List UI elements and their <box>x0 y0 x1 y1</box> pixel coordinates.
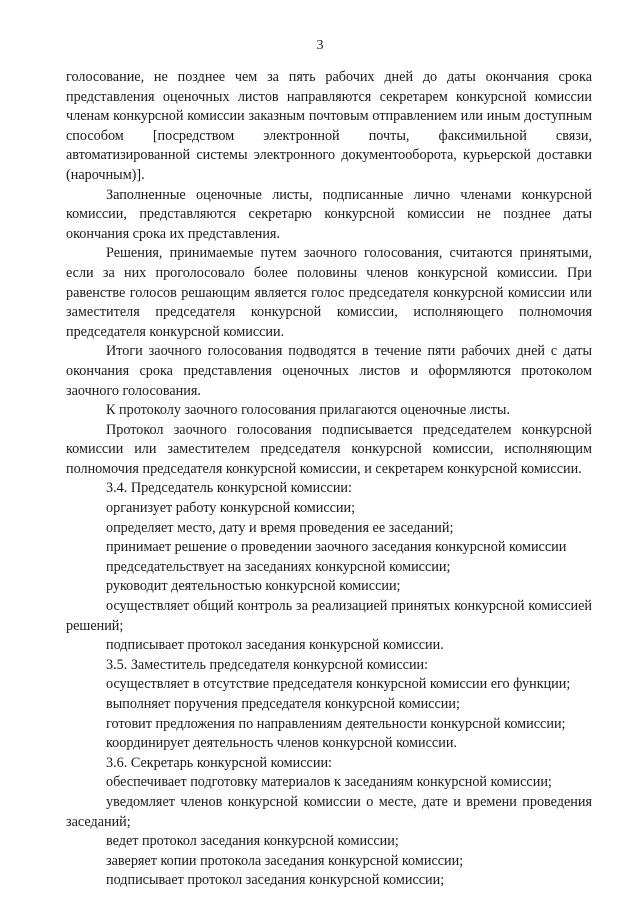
list-item: определяет место, дату и время проведения ее заседаний; <box>106 519 454 536</box>
paragraph-protocol-signing: Протокол заочного голосования подписывается председателем конкурсной комиссии или заместителем председателя конкурсной комиссии, исполняющим полномочия председателя конкурсной комиссии, и секретарем конкурсной комиссии. <box>66 421 592 477</box>
list-item: осуществляет в отсутствие председателя конкурсной комиссии его функции; <box>106 676 571 693</box>
list-item: организует работу конкурсной комиссии; <box>106 500 356 517</box>
section-heading-3-6: 3.6. Секретарь конкурсной комиссии: <box>106 754 332 771</box>
list-item: обеспечивает подготовку материалов к заседаниям конкурсной комиссии; <box>106 774 552 791</box>
list-item: заверяет копии протокола заседания конкурсной комиссии; <box>106 852 464 869</box>
page-number: 3 <box>316 38 324 53</box>
paragraph-voting-results: Итоги заочного голосования подводятся в течение пяти рабочих дней с даты окончания срока представления оценочных листов и оформляются протоколом заочного голосования. <box>66 343 592 399</box>
list-item: готовит предложения по направлениям деятельности конкурсной комиссии; <box>106 715 566 732</box>
list-item: председательствует на заседаниях конкурсной комиссии; <box>106 558 451 575</box>
list-item: выполняет поручения председателя конкурсной комиссии; <box>106 696 460 712</box>
paragraph-protocol-attachments: К протоколу заочного голосования прилагаются оценочные листы. <box>106 402 511 419</box>
list-item: осуществляет общий контроль за реализацией принятых конкурсной комиссией решений; <box>66 598 592 634</box>
section-heading-3-4: 3.4. Председатель конкурсной комиссии: <box>106 480 352 497</box>
list-item: принимает решение о проведении заочного заседания конкурсной комиссии <box>106 539 567 556</box>
document-body <box>66 68 592 891</box>
paragraph-decisions: Решения, принимаемые путем заочного голосования, считаются принятыми, если за них проголосовало более половины членов конкурсной комиссии. При равенстве голосов решающим является голос председателя конкурсной комиссии или заместителя председателя конкурсной комиссии, исполняющего полномочия председателя конкурсной комиссии. <box>66 245 592 340</box>
list-item: координирует деятельность членов конкурсной комиссии. <box>106 735 457 752</box>
paragraph-absentee-voting-dispatch: голосование, не позднее чем за пять рабочих дней до даты окончания срока представления оценочных листов направляются секретарем конкурсной комиссии членам конкурсной комиссии заказным почтовым отправлением или иным доступным способом [посредством электронной почты, факсимильной связи, автоматизированной системы электронного документооборота, курьерской доставки (нарочным)]. <box>66 69 592 183</box>
list-item: подписывает протокол заседания конкурсной комиссии. <box>106 637 444 654</box>
list-item: уведомляет членов конкурсной комиссии о месте, дате и времени проведения заседаний; <box>66 793 592 830</box>
section-heading-3-5: 3.5. Заместитель председателя конкурсной комиссии: <box>106 656 429 673</box>
list-item: подписывает протокол заседания конкурсной комиссии; <box>106 872 445 889</box>
paragraph-evaluation-sheets: Заполненные оценочные листы, подписанные лично членами конкурсной комиссии, представляются секретарю конкурсной комиссии не позднее даты окончания срока их представления. <box>66 186 592 242</box>
list-item: ведет протокол заседания конкурсной комиссии; <box>106 833 399 850</box>
list-item: руководит деятельностью конкурсной комиссии; <box>106 578 401 595</box>
